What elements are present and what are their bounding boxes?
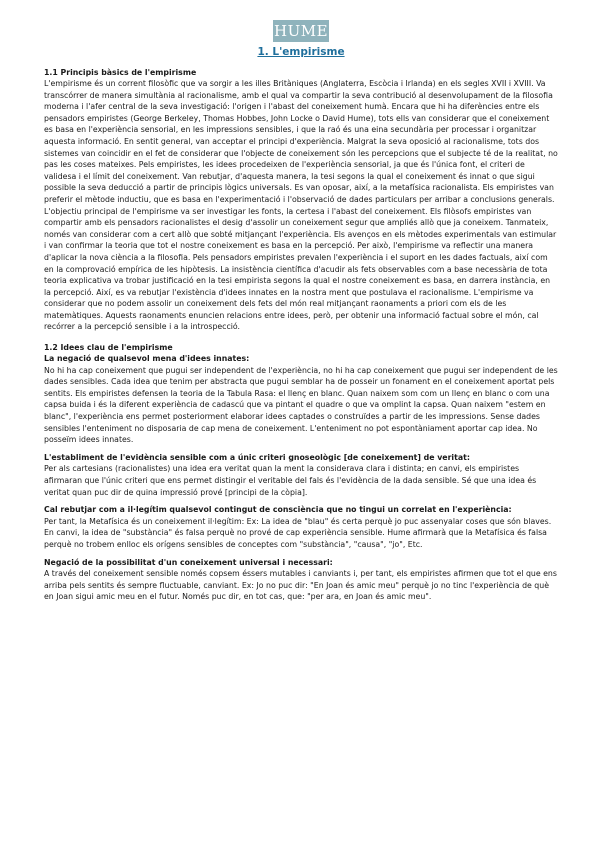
key-idea-text: A través del coneixement sensible només copsem éssers mutables i canviants i, per tant, els empiristes afirmen que tot el que ens arriba pels sentits és sempre fluctuable, canviant. Ex: Jo no puc dir: "En Joan és amic meu" perquè jo no tinc l'experiència de què en Joan sigui amic meu en el futur. Només puc dir, en tot cas, que: "per ara, en Joan és amic meu". xyxy=(44,569,557,602)
key-idea-block xyxy=(44,557,558,603)
key-idea-block xyxy=(44,353,558,446)
section-idees-clau xyxy=(44,342,558,603)
key-idea-block xyxy=(44,504,558,550)
key-idea-text: Per tant, la Metafísica és un coneixement il·legítim: Ex: La idea de "blau" és certa perquè jo puc assenyalar coses que són blaves. En canvi, la idea de "substància" és falsa perquè no prové de cap experiència sensible. Hume afirmarà que la Metafísica és falsa perquè no trobem enlloc els orígens sensibles de conceptes com "substància", "causa", "jo", Etc. xyxy=(44,516,552,549)
key-idea-heading: Cal rebutjar com a il·legítim qualsevol contingut de consciència que no tingui un correlat en l'experiència: xyxy=(44,505,512,515)
key-idea-heading: La negació de qualsevol mena d'idees innates: xyxy=(44,354,250,364)
key-idea-block xyxy=(44,452,558,498)
paragraph: L'objectiu principal de l'empirisme va ser investigar les fonts, la certesa i l'abast del coneixement. Els filòsofs empiristes van compartir amb els pensadors racionalistes el desig d'assolir un coneixement segur que ampliés allò que ja coneixem. Tanmateix, només van considerar com a cert allò que sobté mitjançant l'experiència. Els avenços en els mètodes experimentals van estimular i van confirmar la teoria que tot el nostre coneixement es basa en la percepció. Per això, l'empirisme va reflectir una manera d'aplicar la nova ciència a la filosofia. Pels pensadors empiristes prevalen l'experiència i el suport en les dades factuals, així com en la comprovació empírica de les hipòtesis. La insistència científica d'acudir als fets observables com a base necessària de tota teoria explicativa va trobar justificació en la tesi empirista segons la qual el nostre coneixement es basa, en darrera instància, en la percepció. Així, es va rebutjar l'existència d'idees innates en la nostra ment que postulava el racionalisme. L'empirisme va considerar que no podem assolir un coneixement dels fets del món real mitjançant raonaments a priori com els de les matemàtiques. Aquests raonaments enuncien relacions entre idees, però, per obtenir una informació factual sobre el món, cal recórrer a la percepció sensible i a la introspecció. xyxy=(44,206,557,332)
document-page xyxy=(44,20,558,603)
key-idea-text: No hi ha cap coneixement que pugui ser independent de l'experiència, no hi ha cap coneixement que pugui ser independent de les dades sensibles. Cada idea que tenim per abstracta que pugui semblar ha de posseir un fonament en el coneixement aportat pels sentits. Els empiristes defensen la teoria de la Tabula Rasa: el llenç en blanc. Quan naixem som com un llenç en blanc o com una capsa buida i és la diferent experiència de cadascú que va pintant el quadre o que va omplint la capsa. Quan naixem "estem en blanc", l'experiència ens permet posteriorment elaborar idees captades o construïdes a partir de les impressions. Sense dades sensibles l'enteniment no disposaria de cap mena de coneixement. L'enteniment no pot espontàniament aportar cap idea. No posseïm idees innates. xyxy=(44,365,558,445)
section-title: 1.2 Idees clau de l'empirisme xyxy=(44,343,173,353)
section-principis xyxy=(44,67,558,333)
key-idea-heading: L'establiment de l'evidència sensible com a únic criteri gnoseològic [de coneixement] de veritat: xyxy=(44,452,470,462)
brand-logo: HUME xyxy=(273,22,329,40)
key-idea-text: Per als cartesians (racionalistes) una idea era veritat quan la ment la considerava clara i distinta; en canvi, els empiristes afirmaran que l'únic criteri que ens permet distingir el veritable del fals és l'evidència de la dada sensible. Sé que una idea és veritat quan puc dir de quina impressió prové [principi de la còpia]. xyxy=(44,464,537,497)
page-title: 1. L'empirisme xyxy=(257,46,345,58)
section-title: 1.1 Principis bàsics de l'empirisme xyxy=(44,68,197,77)
key-idea-heading: Negació de la possibilitat d'un coneixement universal i necessari: xyxy=(44,557,333,567)
paragraph: L'empirisme és un corrent filosòfic que va sorgir a les illes Britàniques (Anglaterra, Escòcia i Irlanda) en els segles XVII i XVIII. Va transcórrer de manera simultània al racionalisme, amb el qual va compartir la seva contribució al desenvolupament de la filosofia moderna i l'afer central de la seva investigació: l'origen i l'abast del coneixement humà. Encara que hi ha diferències entre els pensadors empiristes (George Berkeley, Thomas Hobbes, John Locke o David Hume), tots ells van considerar que el coneixement es basa en l'experiència sensorial, en les impressions sensibles, i que la raó és una eina secundària per processar i organitzar aquesta informació. En sentit general, van acceptar el principi d'experiència. Malgrat la seva oposició al racionalisme, tots dos sistemes van coincidir en el fet de considerar que l'objecte de coneixement són les percepcions que el subjecte té de la realitat, no pas les coses mateixes. Pels empiristes, les idees procedeixen de l'experiència sensorial, ja que és l'única font, el criteri de validesa i el límit del coneixement. Van rebutjar, d'aquesta manera, la tesi segons la qual el coneixement és innat o que sigui possible la seva deducció a partir de principis lògics universals. Es van oposar, així, a la metafísica racionalista. Els empiristes van preferir el mètode inductiu, que es basa en l'experimentació i l'observació de dades particulars per arribar a conclusions generals. xyxy=(44,79,558,204)
